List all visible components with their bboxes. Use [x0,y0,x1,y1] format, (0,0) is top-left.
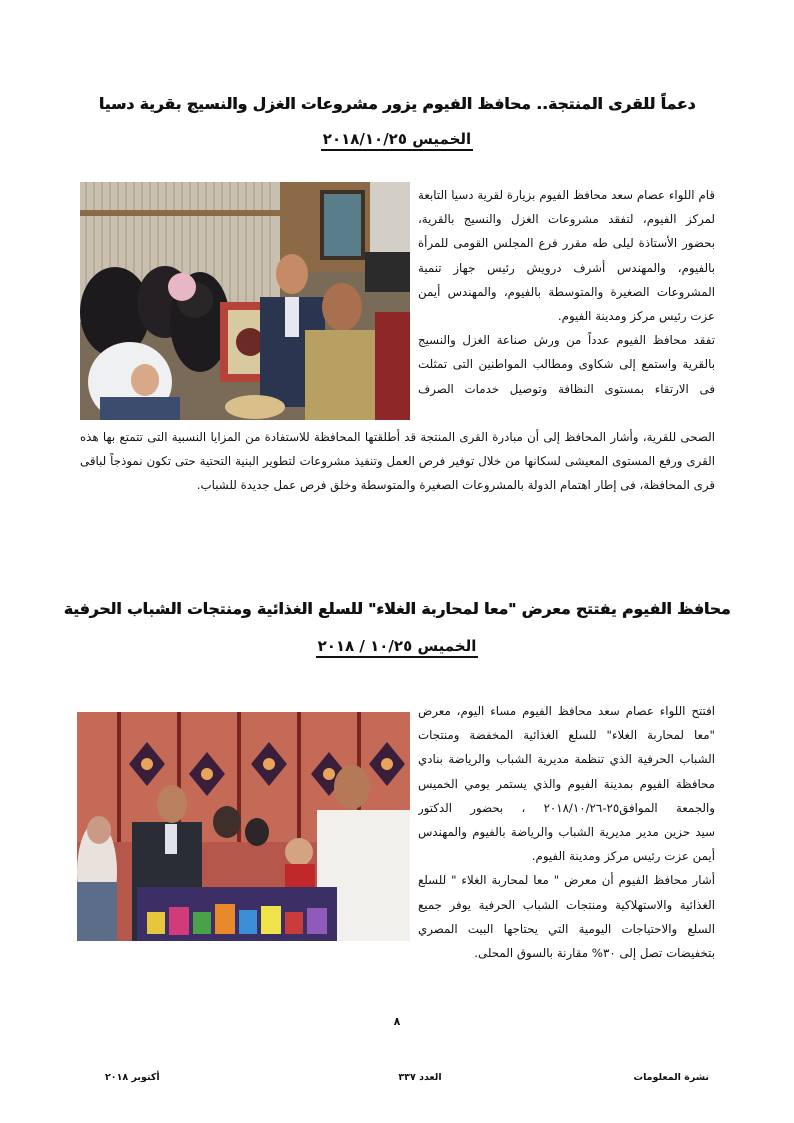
article1-line: القرى ورفع المستوى المعيشى لسكانها من خلال توفير فرص العمل وتنفيذ مشروعات لتطوير البنية التحتية حتى تكون نموذجاً لباقى [80,454,715,469]
footer-issue: العدد ٣٣٧ [398,1072,442,1083]
article2-line: والجمعة الموافق٢٥-٢٠١٨/١٠/٢٦ ، بحضور الدكتور [418,800,715,815]
article2-line: أشار محافظ الفيوم أن معرض " معا لمحاربة الغلاء " للسلع [418,873,715,888]
article1-line: المشروعات الصغيرة والمتوسطة بالفيوم، والمهندس أيمن [418,284,715,299]
article2-line: السلع والاحتياجات اليومية التي يحتاجها البيت المصري [418,921,715,936]
footer-publication: نشرة المعلومات [633,1072,709,1083]
article2-date [0,637,794,655]
article1-photo [80,182,410,420]
article2-line: محافظة الفيوم بمدينة الفيوم والذي يستمر يومي الخميس [418,776,715,791]
article2-line: افتتح اللواء عصام سعد محافظ الفيوم مساء اليوم، معرض [418,704,715,718]
article1-line: بالفيوم، والمهندس أشرف درويش رئيس جهاز تنمية [418,260,715,275]
article2-date-text: الخميس ١٠/٢٥ / ٢٠١٨ [316,637,479,658]
article2-line: أيمن عزت رئيس مركز ومدينة الفيوم. [531,849,715,864]
article1-line: تفقد محافظ الفيوم عدداً من ورش صناعة الغزل والنسيج [418,333,715,348]
article2-text [418,699,715,965]
article1-title: دعماً للقرى المنتجة.. محافظ الفيوم يزور مشروعات الغزل والنسيج بقرية دسيا [98,95,696,113]
article1-line: بحضور الأستاذة ليلى طه مقرر فرع المجلس القومى للمرأة [418,236,715,251]
page-number: ٨ [393,1015,401,1028]
article2-line: الغذائية والاستهلاكية ومنتجات الشباب الحرفية يوفر جميع [418,897,715,912]
article1-full-text [80,425,715,498]
article1-line: بالقرية واستمع إلى شكاوى ومطالب المواطنين التى تمثلت [418,357,715,372]
article2-line: الشباب الحرفية الذي تنظمة مديرية الشباب والرياضة بنادي [418,752,715,767]
article1-line: قام اللواء عصام سعد محافظ الفيوم بزيارة لقرية دسيا التابعة [418,188,715,202]
article1-line: قرى المحافظة، فى إطار اهتمام الدولة بالمشروعات الصغيرة والمتوسطة وخلق فرص عمل جديدة للشباب. [196,478,715,493]
article2-title: محافظ الفيوم يفتتح معرض "معا لمحاربة الغلاء" للسلع الغذائية ومنتجات الشباب الحرفية [63,600,731,618]
footer-month: أكتوبر ٢٠١٨ [105,1072,160,1083]
article1-date [0,130,794,148]
article1-line: لمركز الفيوم، لتفقد مشروعات الغزل والنسيج بالقرية، [418,212,715,227]
article2-line: "معا لمحاربة الغلاء" للسلع الغذائية المخفضة ومنتجات [418,728,715,743]
article1-date-text: الخميس ٢٠١٨/١٠/٢٥ [321,130,473,151]
article2-photo [77,712,410,941]
article1-line: عزت رئيس مركز ومدينة الفيوم. [557,309,715,324]
article1-line: الصحى للقرية، وأشار المحافظ إلى أن مبادرة القرى المنتجة قد أطلقتها المحافظة للاستفادة من المزايا النسبية التى تتمتع بها هذه [80,430,715,444]
article2-line: سيد حزين مدير مديرية الشباب والرياضة بالفيوم والمهندس [418,825,715,840]
article1-line: فى الارتقاء بمستوى النظافة وتوصيل خدمات الصرف [418,381,715,396]
article1-side-text [418,183,715,401]
article2-line: بتخفيضات تصل إلى ٣٠% مقارنة بالسوق المحلى. [474,946,715,961]
